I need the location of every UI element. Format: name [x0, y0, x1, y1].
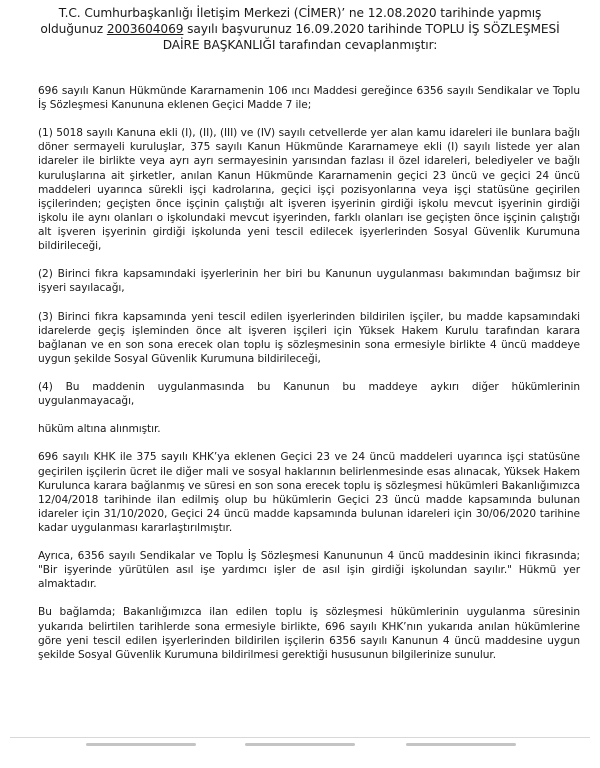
- nav-indicator-center[interactable]: [245, 743, 355, 746]
- header-line-2-end: sayılı başvurunuz 16.09.2020 tarihinde TOPLU İŞ SÖZLEŞMESİ: [183, 22, 560, 36]
- application-number: 2003604069: [106, 22, 184, 36]
- header-line-1: T.C. Cumhurbaşkanlığı İletişim Merkezi (CİMER)’ ne 12.08.2020 tarihinde yapmış: [58, 6, 542, 20]
- navigation-bar: [0, 740, 600, 768]
- header-line-2-start: olduğunuz: [40, 22, 107, 36]
- paragraph-conclusion: Bu bağlamda; Bakanlığımızca ilan edilen toplu iş sözleşmesi hükümlerinin uygulanma süresinin yukarıda belirtilen tarihlerde sona ermesiyle birlikte, 696 sayılı KHK’nın yukarıda anılan hükümlerine göre yeni tescil edilen işyerlerinden bildirilen işçilerin 6356 sayılı Kanunun 4 üncü maddesine uygun şekilde Sosyal Güvenlik Kurumuna bildirilmesi gerektiği hususunun bilgilerinize sunulur.: [38, 606, 580, 661]
- paragraph-ayrica: Ayrıca, 6356 sayılı Sendikalar ve Toplu İş Sözleşmesi Kanununun 4 üncü maddesinin ikinci fıkrasında; "Bir işyerinde yürütülen asıl işe yardımcı işler de asıl işin girdiği işkolundan sayılır." Hükmü yer almaktadır.: [38, 550, 580, 591]
- page-divider: [10, 737, 590, 738]
- paragraph-ruling: hüküm altına alınmıştır.: [38, 423, 161, 436]
- nav-indicator-left[interactable]: [86, 743, 196, 746]
- header-line-3: DAİRE BAŞKANLIĞI tarafından cevaplanmıştır:: [162, 38, 438, 52]
- paragraph-clause-3: (3) Birinci fıkra kapsamında yeni tescil edilen işyerlerinden bildirilen işçiler, bu madde kapsamındaki idarelerde geçiş işleminden önce alt işveren işçileri için Yüksek Hakem Kurulu tarafından karara bağlanan ve en son sona erecek olan toplu iş sözleşmesinin sona ermesiyle birlikte 4 üncü maddeye uygun şekilde Sosyal Güvenlik Kurumuna bildirileceği,: [38, 310, 580, 365]
- paragraph-intro: 696 sayılı Kanun Hükmünde Kararnamenin 106 ıncı Maddesi gereğince 6356 sayılı Sendikalar ve Toplu İş Sözleşmesi Kanununa eklenen Geçici Madde 7 ile;: [38, 85, 580, 112]
- paragraph-clause-1: (1) 5018 sayılı Kanuna ekli (I), (II), (III) ve (IV) sayılı cetvellerde yer alan kamu idareleri ile bunlara bağlı döner sermayeli kuruluşlar, 375 sayılı Kanun Hükmünde Kararnameye ekli (I) sayılı listede yer alan idareler ile birlikte veya ayrı ayrı sermayesinin yarısından fazlası il özel idareleri, belediyeler ve bağlı kuruluşlarına ait şirketler, anılan Kanun Hükmünde Kararnamenin geçici 23 üncü ve geçici 24 üncü maddeleri uyarınca sürekli işçi kadrolarına, geçici işçi pozisyonlarına veya işçi statüsüne geçirilen işçilerinden; geçişten önce işçinin çalıştığı alt işveren işyerinin girdiği işkolu mevcut işyerinin girdiği işkolu ile aynı olanları o işkolundaki mevcut işyerinden, farklı olanları ise geçişten önce işçinin çalıştığı alt işveren işyerinin girdiği işkolunda yeni tescil edilecek işyerlerinden Sosyal Güvenlik Kurumuna bildirileceği,: [38, 127, 580, 253]
- paragraph-clause-4: (4) Bu maddenin uygulanmasında bu Kanunun bu maddeye aykırı diğer hükümlerinin uygulanmayacağı,: [38, 380, 580, 408]
- document-header: [22, 5, 578, 53]
- paragraph-khk: 696 sayılı KHK ile 375 sayılı KHK’ya eklenen Geçici 23 ve 24 üncü maddeleri uyarınca işçi statüsüne geçirilen işçilerin ücret ile diğer mali ve sosyal haklarının belirlenmesinde esas alınacak, Yüksek Hakem Kurulunca karara bağlanmış ve süresi en son sona erecek toplu iş sözleşmesi hükümleri Bakanlığımızca 12/04/2018 tarihinde ilan edilmiş olup bu hükümlerin Geçici 23 üncü madde kapsamında bulunan idareler için 31/10/2020, Geçici 24 üncü madde kapsamında bulunan idareleri için 30/06/2020 tarihine kadar uygulanması kararlaştırılmıştır.: [38, 451, 580, 534]
- nav-indicator-right[interactable]: [406, 743, 516, 746]
- document-body: [38, 84, 580, 676]
- header-line-2: [22, 21, 578, 37]
- paragraph-clause-2: (2) Birinci fıkra kapsamındaki işyerlerinin her biri bu Kanunun uygulanması bakımından bağımsız bir işyeri sayılacağı,: [38, 268, 580, 295]
